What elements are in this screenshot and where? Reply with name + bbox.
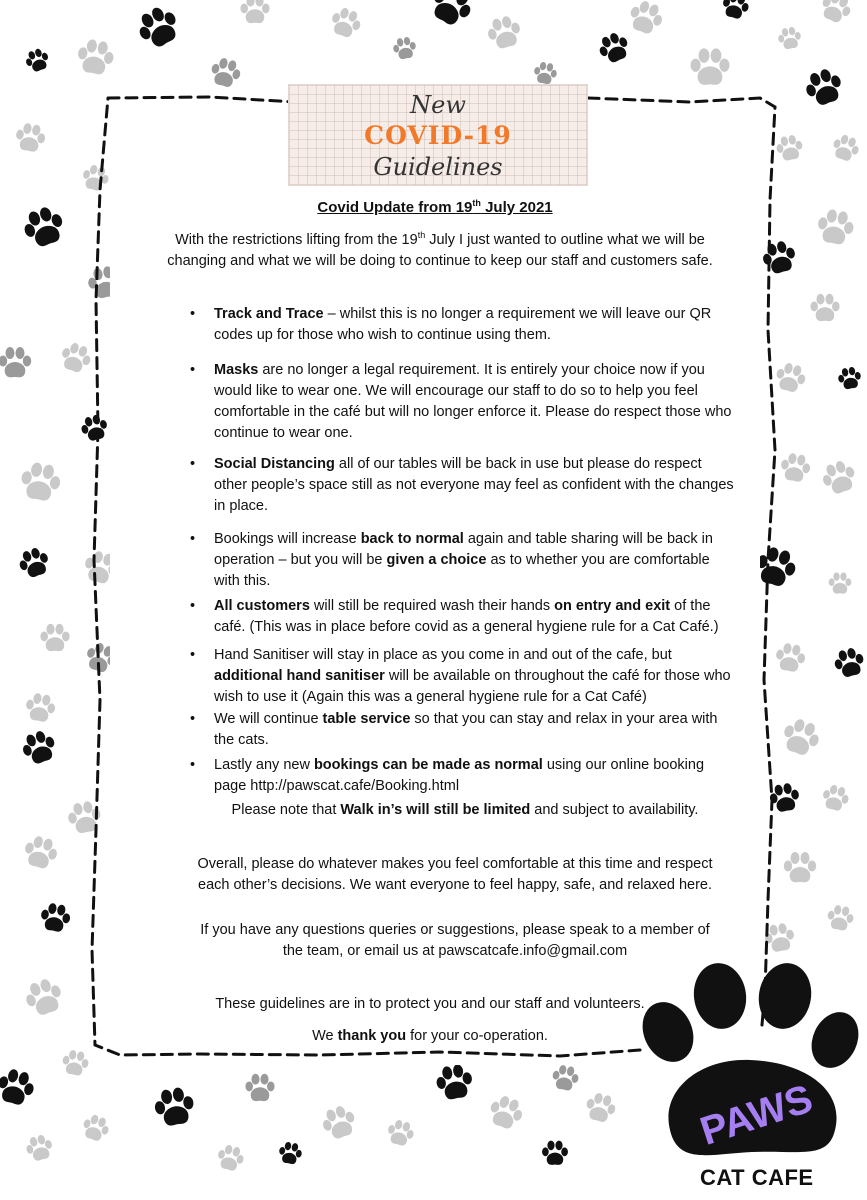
rule-hand-washing: • All customers will still be required wash their hands on entry and exit of the café. (This was in place before covid as a general hygiene rule for a Cat Café.) <box>190 598 719 635</box>
walk-in-note: Please note that Walk in’s will still be limited and subject to availability. <box>231 802 699 818</box>
rule-masks: • Masks are no longer a legal requirement. It is entirely your choice now if you would like to wear one. We will encourage our staff to do so to help you feel comfortable in the café but will no longer enforce it. Please do respect those who continue to wear one. <box>190 362 732 441</box>
thanks-paragraph: We thank you for your co-operation. <box>312 1028 548 1044</box>
title-box <box>288 84 588 186</box>
rule-social-distancing: • Social Distancing all of our tables will be back in use but please do respect other people’s space still as not everyone may feel as confident with the changes in place. <box>190 456 734 514</box>
rule-table-service: • We will continue table service so that you can stay and relax in your area with the cats. <box>190 711 718 748</box>
rule-track-and-trace: • Track and Trace – whilst this is no longer a requirement we will leave our QR codes up for those who wish to continue using them. <box>190 306 712 343</box>
paws-logo <box>640 960 860 1195</box>
protect-paragraph: These guidelines are in to protect you and our staff and volunteers. <box>215 996 645 1012</box>
title-guidelines: Guidelines <box>373 153 503 181</box>
questions-paragraph: If you have any questions queries or suggestions, please speak to a member of the team, or email us at pawscatcafe.info@gmail.com <box>200 922 710 959</box>
logo-cat-cafe: CAT CAFE <box>700 1165 814 1190</box>
title-covid: COVID-19 <box>364 121 512 150</box>
intro-paragraph: With the restrictions lifting from the 19th July I just wanted to outline what we will be changing and what we will be doing to continue to keep our staff and customers safe. <box>167 230 713 269</box>
overall-paragraph: Overall, please do whatever makes you feel comfortable at this time and respect each other’s decisions. We want everyone to feel happy, safe, and relaxed here. <box>197 856 713 893</box>
update-heading: Covid Update from 19th July 2021 <box>317 198 553 216</box>
rule-bookings: • Bookings will increase back to normal again and table sharing will be back in operation – but you will be given a choice as to whether you are comfortable with this. <box>190 531 713 589</box>
logo-toe-4 <box>803 1004 860 1075</box>
logo-toe-3 <box>754 960 817 1033</box>
rule-hand-sanitiser: • Hand Sanitiser will stay in place as you come in and out of the cafe, but additional hand sanitiser will be available on throughout the café for those who wish to use it (Again this was a general hygiene rule for a Cat Café) <box>190 647 731 705</box>
rule-online-booking: • Lastly any new bookings can be made as normal using our online booking page http://pawscat.cafe/Booking.html <box>190 757 705 794</box>
logo-word: PAWS <box>695 1076 818 1154</box>
logo-toe-1 <box>640 994 703 1070</box>
logo-toe-2 <box>690 960 751 1032</box>
title-new: New <box>410 91 466 119</box>
